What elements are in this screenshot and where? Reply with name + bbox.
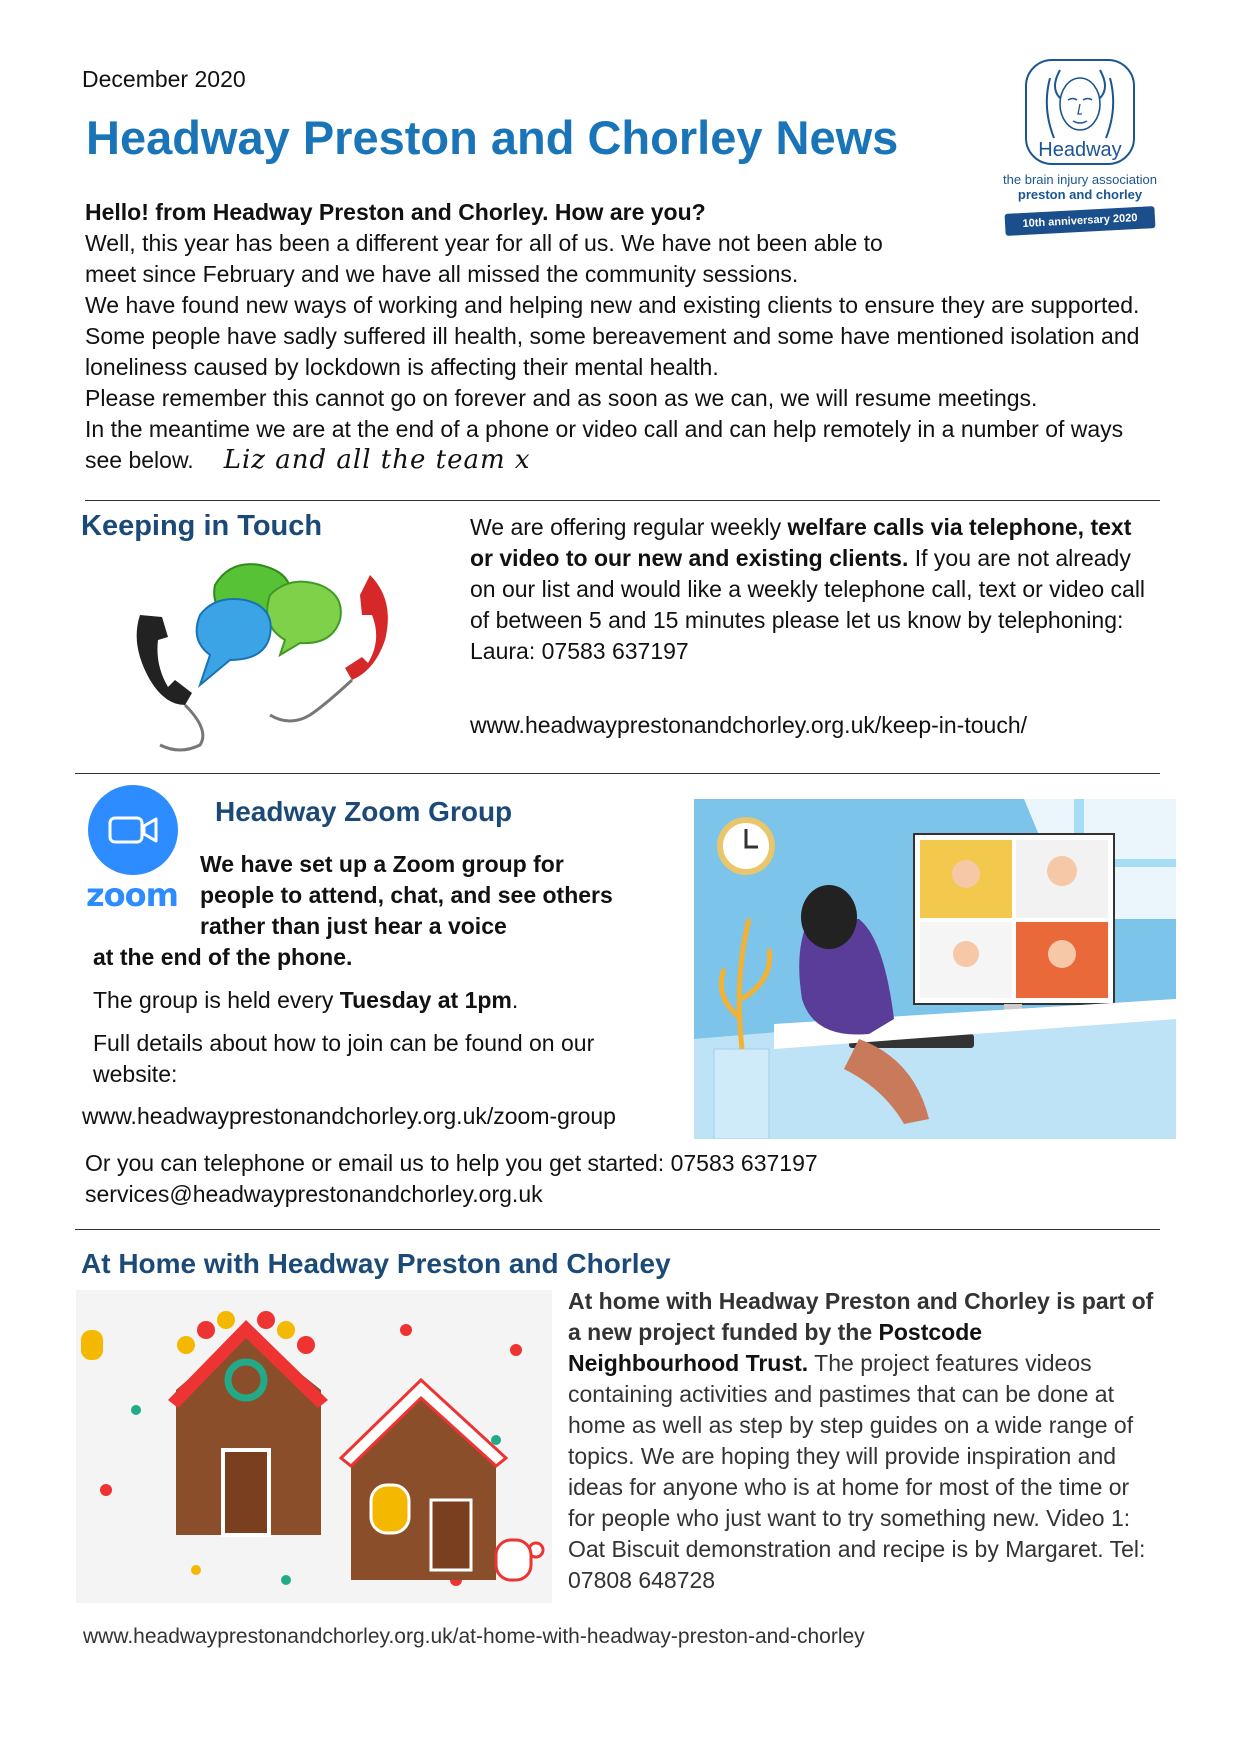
headway-face-icon bbox=[1020, 58, 1140, 168]
video-camera-icon bbox=[88, 785, 178, 875]
zoom-logo-word: zoom bbox=[86, 876, 178, 914]
welfare-text-1: We are offering regular weekly bbox=[470, 514, 788, 540]
newsletter-title: Headway Preston and Chorley News bbox=[86, 111, 899, 164]
at-home-text bbox=[568, 1286, 1158, 1596]
divider bbox=[85, 500, 1160, 501]
keeping-in-touch-text bbox=[470, 512, 1150, 667]
keeping-in-touch-heading: Keeping in Touch bbox=[81, 510, 323, 542]
at-home-heading: At Home with Headway Preston and Chorley bbox=[81, 1248, 671, 1279]
zoom-schedule-1: The group is held every bbox=[93, 987, 340, 1013]
zoom-lead: We have set up a Zoom group for people to attend, chat, and see others rather than just hear a voice bbox=[200, 851, 613, 939]
intro-line-5-text: In the meantime we are at the end of a phone or video call and can help remotely in a number of ways see below. bbox=[85, 416, 1124, 473]
keep-in-touch-link[interactable]: www.headwayprestonandchorley.org.uk/keep-in-touch/ bbox=[470, 712, 1027, 738]
at-home-link[interactable]: www.headwayprestonandchorley.org.uk/at-home-with-headway-preston-and-chorley bbox=[83, 1625, 865, 1648]
intro-text bbox=[85, 197, 1165, 476]
gingerbread-house-image bbox=[76, 1290, 552, 1603]
at-home-bold-2: Postcode Neighbourhood Trust. bbox=[568, 1319, 983, 1376]
issue-date: December 2020 bbox=[82, 66, 246, 92]
anniversary-ribbon: 10th anniversary 2020 bbox=[1005, 206, 1156, 236]
intro-greeting: Hello! from Headway Preston and Chorley. How are you? bbox=[85, 199, 706, 225]
contact-laura: Laura: 07583 637197 bbox=[470, 638, 689, 664]
zoom-contact-phone: Or you can telephone or email us to help you get started: 07583 637197 bbox=[85, 1150, 818, 1176]
intro-line-3: We have found new ways of working and helping new and existing clients to ensure they are supported. Some people have sadly suffered ill health, some bereavement and some have mentioned isolation and loneliness caused by lockdown is affecting their mental health. bbox=[85, 292, 1140, 380]
divider bbox=[75, 773, 1160, 774]
video-call-illustration bbox=[694, 799, 1176, 1139]
telephone-chat-icon bbox=[120, 555, 420, 755]
zoom-schedule bbox=[93, 985, 518, 1016]
divider bbox=[75, 1229, 1160, 1230]
signature: Liz and all the team x bbox=[223, 445, 531, 475]
logo-name: Headway bbox=[1038, 139, 1122, 161]
zoom-schedule-day: Tuesday at 1pm bbox=[339, 987, 512, 1013]
intro-line-5 bbox=[85, 414, 1165, 476]
at-home-bold-1: At home with Headway Preston and Chorley is part of a new project funded by the bbox=[568, 1288, 1154, 1345]
zoom-circle-icon bbox=[88, 785, 178, 875]
welfare-text-2: If you are not already on our list and would like a weekly telephone call, text or video call of between 5 and 15 minutes please let us know by telephoning: bbox=[470, 545, 1146, 633]
at-home-body: The project features videos containing activities and pastimes that can be done at home as well as step by step guides on a wide range of topics. We are hoping they will provide inspiration and ideas for anyone who is at home for most of the time or for people who just want to try something new. Video 1: Oat Biscuit demonstration and recipe is by Margaret. Tel: 07808 648728 bbox=[568, 1350, 1146, 1593]
zoom-schedule-2: . bbox=[511, 987, 519, 1013]
zoom-details: Full details about how to join can be found on our website: bbox=[93, 1030, 595, 1087]
services-email-link[interactable]: services@headwayprestonandchorley.org.uk bbox=[85, 1181, 543, 1207]
zoom-group-heading: Headway Zoom Group bbox=[215, 796, 513, 827]
zoom-group-link[interactable]: www.headwayprestonandchorley.org.uk/zoom-group bbox=[82, 1103, 616, 1129]
intro-line-1: Well, this year has been a different year for all of us. We have not been able to bbox=[85, 230, 883, 256]
intro-line-2: meet since February and we have all missed the community sessions. bbox=[85, 261, 799, 287]
zoom-lead-end: at the end of the phone. bbox=[93, 944, 353, 970]
welfare-text-bold: welfare calls via telephone, text or video to our new and existing clients. bbox=[470, 514, 1132, 571]
intro-line-4: Please remember this cannot go on forever and as soon as we can, we will resume meetings. bbox=[85, 385, 1038, 411]
logo-tagline: the brain injury association bbox=[1003, 172, 1157, 187]
logo-location: preston and chorley bbox=[1017, 187, 1143, 202]
